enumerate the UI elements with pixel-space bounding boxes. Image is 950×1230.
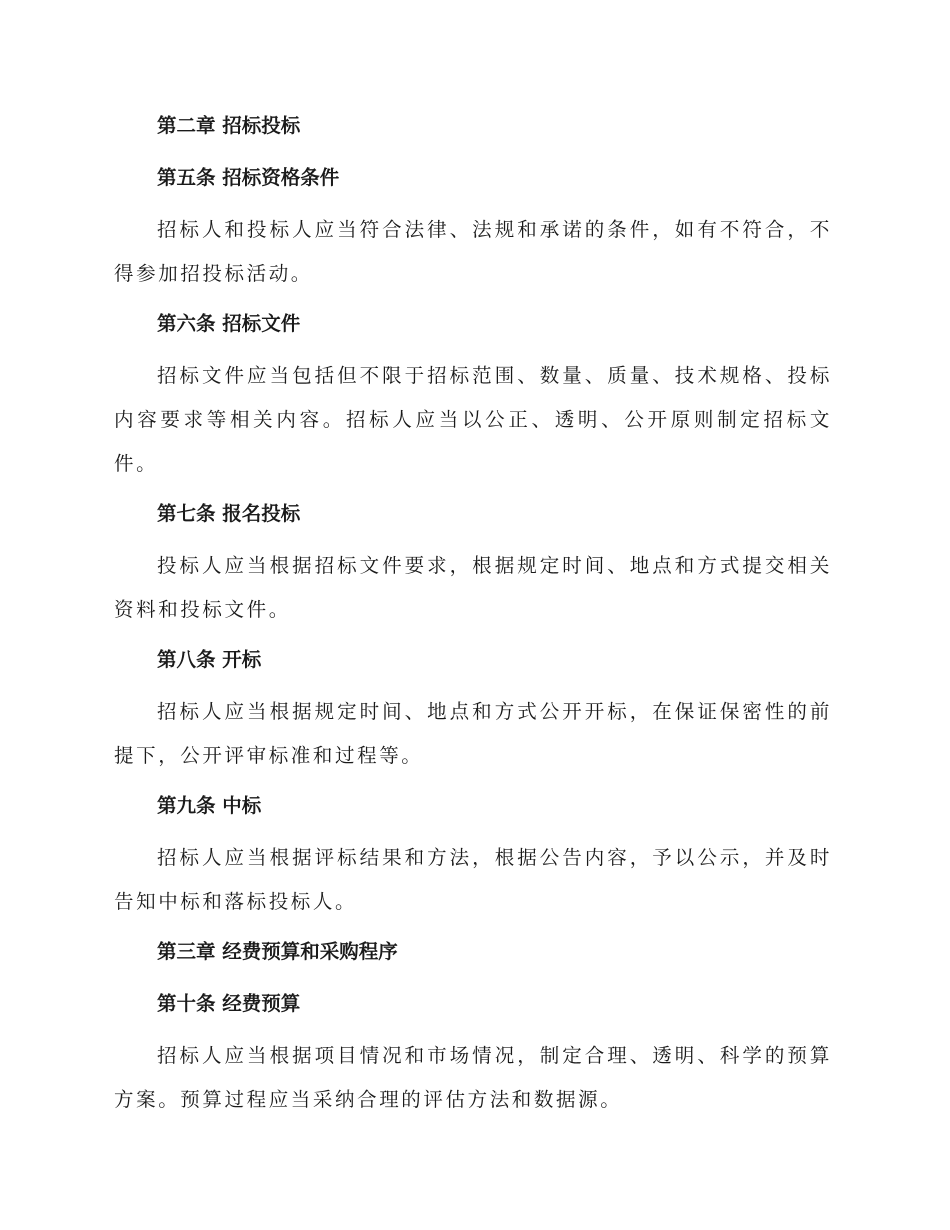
chapter-heading: 第三章 经费预算和采购程序 [157, 940, 398, 963]
document-page [114, 110, 832, 1122]
article-paragraph: 招标文件应当包括但不限于招标范围、数量、质量、技术规格、投标内容要求等相关内容。招标人应当以公正、透明、公开原则制定招标文件。 [114, 364, 832, 475]
article-paragraph: 投标人应当根据招标文件要求，根据规定时间、地点和方式提交相关资料和投标文件。 [114, 554, 832, 621]
article-heading: 第十条 经费预算 [157, 992, 301, 1015]
article-heading: 第七条 报名投标 [157, 502, 301, 525]
chapter-heading: 第二章 招标投标 [157, 114, 301, 137]
article-heading: 第六条 招标文件 [157, 312, 301, 335]
article-heading: 第五条 招标资格条件 [157, 166, 340, 189]
article-heading: 第九条 中标 [157, 794, 262, 817]
article-heading: 第八条 开标 [157, 648, 262, 671]
article-paragraph: 招标人应当根据规定时间、地点和方式公开开标，在保证保密性的前提下，公开评审标准和过程等。 [114, 700, 832, 767]
article-paragraph: 招标人应当根据评标结果和方法，根据公告内容，予以公示，并及时告知中标和落标投标人。 [114, 846, 832, 913]
article-paragraph: 招标人和投标人应当符合法律、法规和承诺的条件，如有不符合，不得参加招投标活动。 [114, 218, 832, 285]
article-paragraph: 招标人应当根据项目情况和市场情况，制定合理、透明、科学的预算方案。预算过程应当采纳合理的评估方法和数据源。 [114, 1044, 832, 1111]
